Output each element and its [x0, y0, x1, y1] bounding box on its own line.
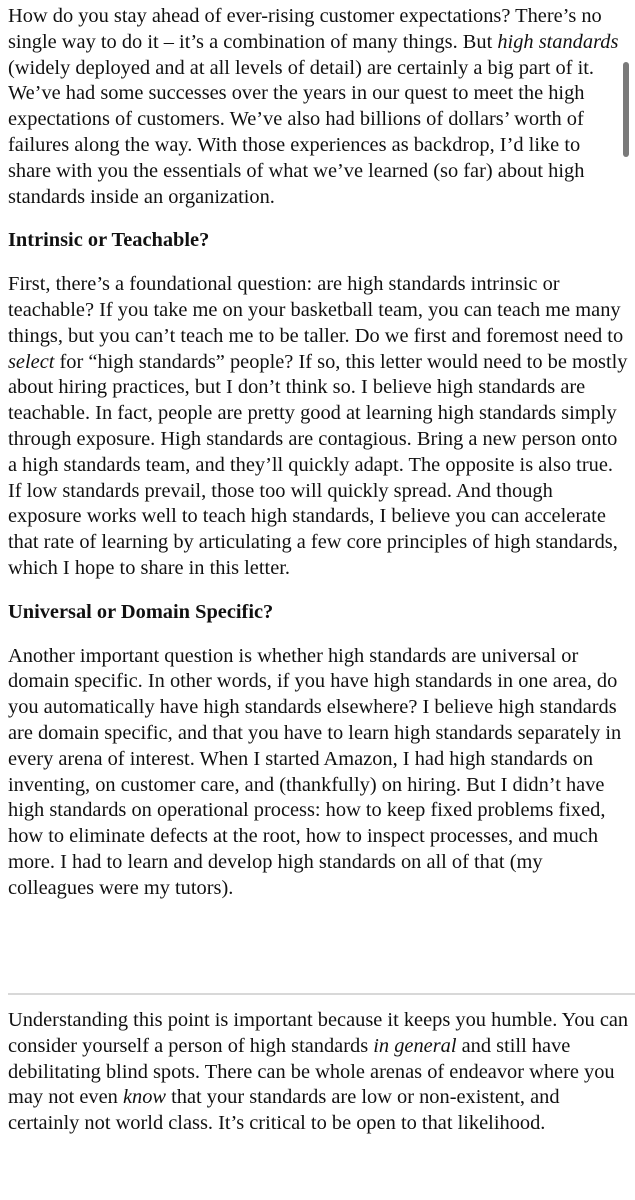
continuation-paragraph: [8, 1008, 630, 1137]
intrinsic-emphasis: select: [8, 350, 55, 373]
intro-emphasis: high standards: [497, 30, 619, 53]
letter-text-bottom: [8, 1008, 630, 1137]
continuation-text-3: that your standards are low or non-existent, and certainly not world class. It’s critical to be open to that likelihood.: [8, 1086, 560, 1135]
intro-paragraph: [8, 4, 628, 210]
scrollbar-thumb[interactable]: [623, 62, 629, 157]
section-heading-intrinsic: Intrinsic or Teachable?: [8, 229, 210, 252]
continuation-emphasis-1: in general: [373, 1034, 457, 1057]
intro-text-2: (widely deployed and at all levels of detail) are certainly a big part of it. We’ve had some successes over the years in our quest to meet the high expectations of customers. We’ve also had billions of dollars’ worth of failures along the way. With those experiences as backdrop, I’d like to share with you the essentials of what we’ve learned (so far) about high standards inside an organization.: [8, 56, 595, 208]
letter-text-top: [8, 4, 628, 920]
intrinsic-text-1: First, there’s a foundational question: are high standards intrinsic or teachable? If you take me on your basketball team, you can teach me many things, but you can’t teach me to be taller. Do we first and foremost need to: [8, 273, 624, 347]
continuation-text-2: and still have debilitating blind spots. There can be whole arenas of endeavor where you may not even: [8, 1034, 615, 1109]
intro-text-1: How do you stay ahead of ever-rising customer expectations? There’s no single way to do it – it’s a combination of many things. But: [8, 5, 602, 53]
intrinsic-text-2: for “high standards” people? If so, this letter would need to be mostly about hiring practices, but I don’t think so. I believe high standards are teachable. In fact, people are pretty good at learning high standards simply through exposure. High standards are contagious. Bring a new person onto a high standards team, and they’ll quickly adapt. The opposite is also true. If low standards prevail, those too will quickly spread. And though exposure works well to teach high standards, I believe you can accelerate that rate of learning by articulating a few core principles of high standards, which I hope to share in this letter.: [8, 350, 628, 579]
intrinsic-paragraph: [8, 272, 628, 582]
continuation-text-1: Understanding this point is important because it keeps you humble. You can consider yourself a person of high standards: [8, 1009, 629, 1057]
page-divider: [8, 993, 635, 995]
universal-paragraph: Another important question is whether high standards are universal or domain specific. In other words, if you have high standards in one area, do you automatically have high standards elsewhere? I believe high standards are domain specific, and that you have to learn high standards separately in every arena of interest. When I started Amazon, I had high standards on inventing, on customer care, and (thankfully) on hiring. But I didn’t have high standards on operational process: how to keep fixed problems fixed, how to eliminate defects at the root, how to inspect processes, and much more. I had to learn and develop high standards on all of that (my colleagues were my tutors).: [8, 644, 622, 899]
continuation-emphasis-2: know: [122, 1086, 166, 1109]
section-heading-universal: Universal or Domain Specific?: [8, 600, 274, 623]
